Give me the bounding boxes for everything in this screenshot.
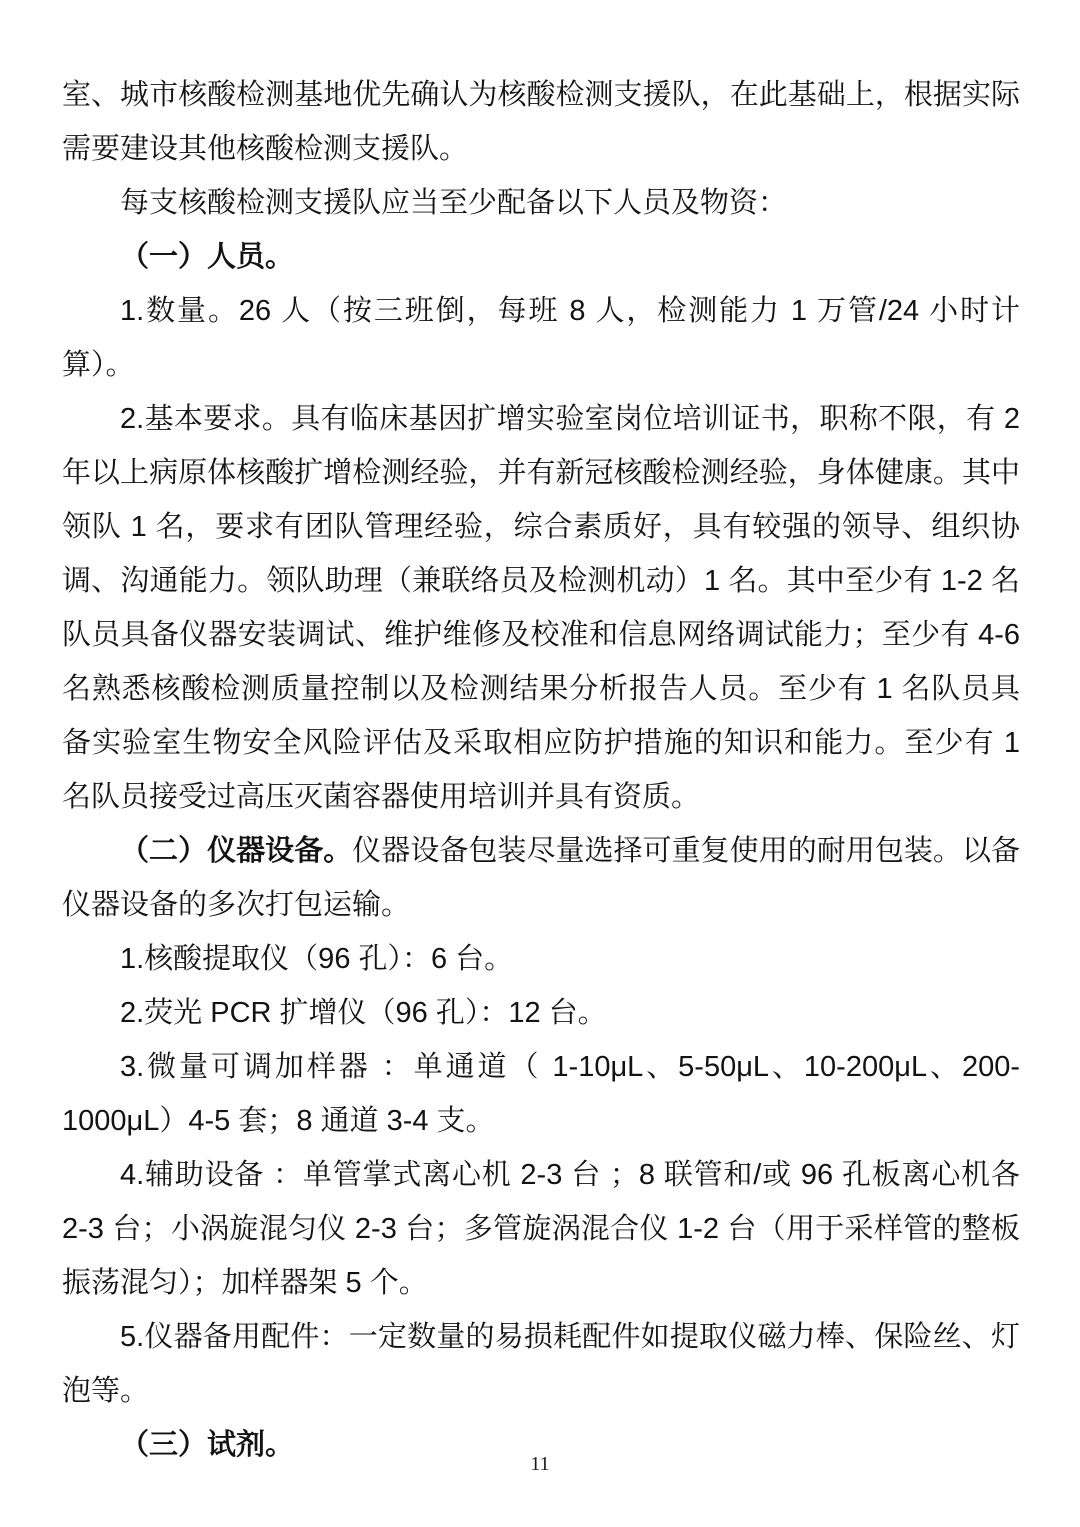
paragraph-requirements-intro: [62, 176, 1020, 230]
paragraph-text: 2.荧光 PCR 扩增仪（96 孔）：12 台。: [120, 997, 607, 1029]
paragraph-text: 2.基本要求。具有临床基因扩增实验室岗位培训证书，职称不限，有 2 年以上病原体核酸扩增检测经验，并有新冠核酸检测经验，身体健康。其中领队 1 名，要求有团队管理经验，综合素质好，具有较强的领导、组织协调、沟通能力。领队助理（兼联络员及检测机动）1 名。其中至少有 1-2 名队员具备仪器安装调试、维护维修及校准和信息网络调试能力；至少有 4-6 名熟悉核酸检测质量控制以及检测结果分析报告人员。至少有 1 名队员具备实验室生物安全风险评估及采取相应防护措施的知识和能力。至少有 1 名队员接受过高压灭菌容器使用培训并具有资质。: [62, 403, 1020, 813]
paragraph-equipment-auxiliary: [62, 1148, 1020, 1310]
paragraph-text: 3.微量可调加样器 ：单通道（ 1-10μL、5-50μL、10-200μL、200-1000μL）4-5 套；8 通道 3-4 支。: [62, 1051, 1020, 1137]
section-heading-text: （一）人员。: [120, 241, 295, 273]
paragraph-text: 5.仪器备用配件：一定数量的易损耗配件如提取仪磁力棒、保险丝、灯泡等。: [62, 1321, 1020, 1407]
paragraph-equipment-intro: [62, 824, 1020, 932]
paragraph-text: 1.核酸提取仪（96 孔）：6 台。: [120, 943, 514, 975]
paragraph-equipment-pipettes: [62, 1040, 1020, 1148]
paragraph-personnel-quantity: [62, 284, 1020, 392]
paragraph-equipment-pcr: [62, 986, 1020, 1040]
paragraph-equipment-spare-parts: [62, 1310, 1020, 1418]
paragraph-text: 4.辅助设备 ：单管掌式离心机 2-3 台 ；8 联管和/或 96 孔板离心机各 2-3 台；小涡旋混匀仪 2-3 台；多管旋涡混合仪 1-2 台（用于采样管的整板振荡混匀）；加样器架 5 个。: [62, 1159, 1020, 1299]
page-number: 11: [530, 1453, 550, 1475]
paragraph-text: 每支核酸检测支援队应当至少配备以下人员及物资：: [120, 187, 788, 219]
paragraph-text: 1.数量。26 人（按三班倒，每班 8 人，检测能力 1 万管/24 小时计算）。: [62, 295, 1020, 381]
paragraph-personnel-basic-requirements: [62, 392, 1020, 824]
section-heading-text: （三）试剂。: [120, 1429, 295, 1461]
section-heading-equipment: （二）仪器设备。: [120, 835, 353, 867]
paragraph-text: 室、城市核酸检测基地优先确认为核酸检测支援队，在此基础上，根据实际需要建设其他核酸检测支援队。: [62, 79, 1020, 165]
section-heading-personnel: [62, 230, 1020, 284]
paragraph-equipment-extractor: [62, 932, 1020, 986]
paragraph-continuation: [62, 68, 1020, 176]
paragraph-text: 仪器设备包装尽量选择可重复使用的耐用包装。以备仪器设备的多次打包运输。: [62, 835, 1020, 921]
document-body: [62, 68, 1020, 1472]
